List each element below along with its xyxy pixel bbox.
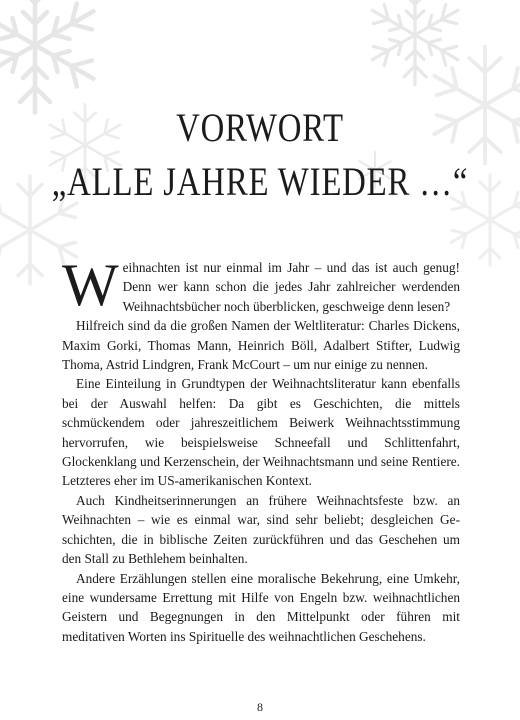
snowflake-icon	[360, 0, 470, 90]
drop-cap: W	[62, 252, 119, 318]
page-number: 8	[257, 700, 263, 714]
paragraph-3: Eine Einteilung in Grundtypen der Weihnachtsliteratur kann ebenfalls bei der Auswahl helfen: Da gibt es Geschichten, die mittels schmückendem oder jahreszeitlichem Beiwerk Weihnachtsstimmung hervorrufen, wie beispielsweise Schneefall und Schlittenfahrt, Glockenklang und Kerzenschein, der Weihnachtsmann und seine Rentiere. Letzteres eher im US-amerikanischen Kontext.	[62, 376, 460, 489]
paragraph-2: Hilfreich sind da die großen Namen der Weltliteratur: Charles Dickens, Maxim Gorki, Thomas Mann, Heinrich Böll, Adalbert Stifter, Ludwig Thoma, Astrid Lindgren, Frank McCourt – um nur einige zu nennen.	[62, 318, 460, 373]
paragraph-5: Andere Erzählungen stellen eine moralische Bekehrung, eine Umkehr, eine wundersame Errettung mit Hilfe von Engeln bzw. weihnachtlichen Geistern und Begegnungen in den Mittelpunkt oder führen mit meditativen Worten ins Spirituelle des weihnachtlichen Geschehens.	[62, 570, 460, 644]
paragraph-4: Auch Kindheitserinnerungen an frühere Weihnachtsfeste bzw. an Weihnachten – wie es einmal war, sind sehr beliebt; desgleichen Geschichten, die in biblische Zeiten zurückführen und das Geschehen um den Stall zu Bethlehem beinhalten.	[62, 492, 460, 567]
chapter-heading	[0, 105, 520, 204]
snowflake-icon	[0, 0, 110, 120]
chapter-title: VORWORT	[176, 105, 344, 150]
paragraph-1-text: eihnachten ist nur einmal im Jahr – und das ist auch genug! Denn wer kann schon die jedes Jahr zahlreicher werdenden Weihnachtsbücher noch überblicken, geschweige denn lesen?	[122, 260, 460, 314]
chapter-subtitle: „ALLE JAHRE WIEDER …“	[51, 159, 469, 204]
paragraph-1	[62, 252, 460, 318]
body-text	[62, 252, 460, 646]
